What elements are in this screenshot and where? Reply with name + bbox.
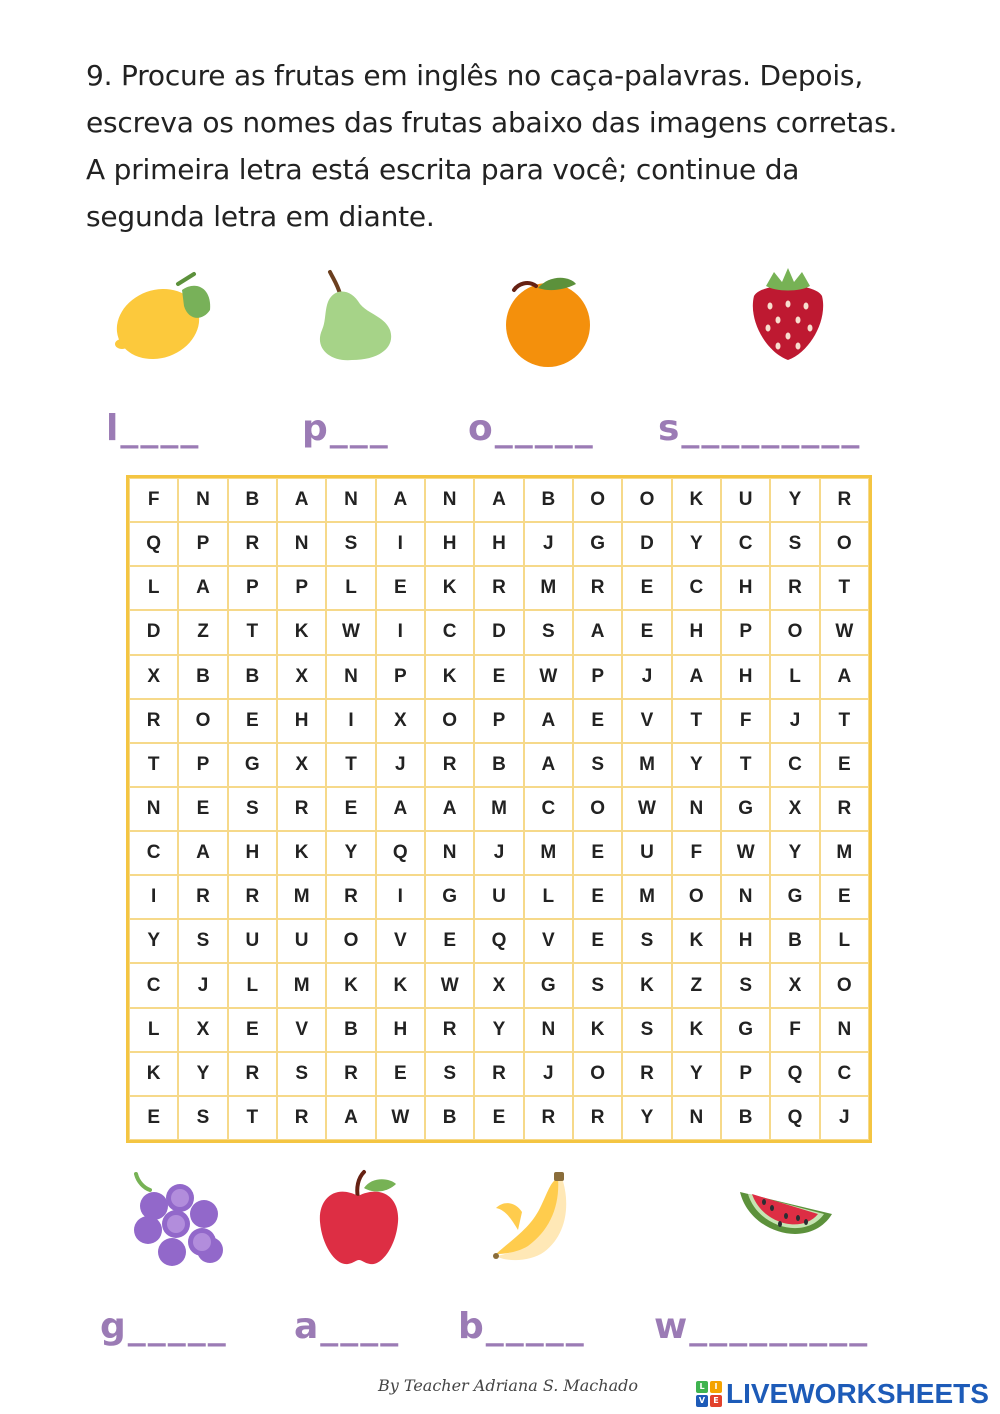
instruction-line: 9. Procure as frutas em inglês no caça-palavras. Depois,	[86, 59, 864, 92]
grid-cell[interactable]: R	[474, 566, 523, 610]
grid-cell[interactable]: W	[376, 1096, 425, 1140]
grid-cell[interactable]: R	[474, 1052, 523, 1096]
logo-letter: L	[696, 1381, 708, 1393]
grid-cell[interactable]: K	[277, 831, 326, 875]
grid-cell[interactable]: O	[573, 478, 622, 522]
grid-cell[interactable]: K	[672, 919, 721, 963]
grid-cell[interactable]: G	[228, 743, 277, 787]
grid-cell[interactable]: R	[228, 522, 277, 566]
watermelon-icon	[736, 1184, 836, 1258]
grid-cell[interactable]: E	[820, 875, 869, 919]
grid-cell[interactable]: T	[820, 699, 869, 743]
grid-cell[interactable]: E	[178, 787, 227, 831]
grid-cell[interactable]: X	[277, 655, 326, 699]
grid-cell[interactable]: X	[178, 1008, 227, 1052]
grid-cell[interactable]: X	[770, 787, 819, 831]
grid-cell[interactable]: K	[376, 963, 425, 1007]
grid-cell[interactable]: A	[178, 566, 227, 610]
grid-cell[interactable]: U	[721, 478, 770, 522]
answer-pear[interactable]: p___	[302, 408, 390, 449]
grid-cell[interactable]: E	[573, 875, 622, 919]
instruction-line: A primeira letra está escrita para você; continue da	[86, 153, 800, 186]
answer-lemon[interactable]: l____	[106, 408, 201, 449]
grid-cell[interactable]: W	[524, 655, 573, 699]
grid-cell[interactable]: K	[425, 655, 474, 699]
grid-cell[interactable]: B	[474, 743, 523, 787]
grid-cell[interactable]: S	[622, 919, 671, 963]
grid-cell[interactable]: H	[672, 610, 721, 654]
grid-cell[interactable]: S	[770, 522, 819, 566]
grid-cell[interactable]: Q	[770, 1096, 819, 1140]
pear-icon	[308, 268, 398, 370]
grid-cell[interactable]: W	[721, 831, 770, 875]
grid-cell[interactable]: P	[178, 522, 227, 566]
grid-cell[interactable]: P	[178, 743, 227, 787]
grid-cell[interactable]: D	[474, 610, 523, 654]
grid-cell[interactable]: B	[770, 919, 819, 963]
grid-cell[interactable]: J	[376, 743, 425, 787]
grid-cell[interactable]: R	[622, 1052, 671, 1096]
grid-cell[interactable]: O	[573, 787, 622, 831]
grid-cell[interactable]: S	[178, 919, 227, 963]
grid-cell[interactable]: P	[721, 1052, 770, 1096]
grid-cell[interactable]: Y	[770, 831, 819, 875]
grid-cell[interactable]: T	[672, 699, 721, 743]
grid-cell[interactable]: C	[672, 566, 721, 610]
grid-cell[interactable]: I	[376, 522, 425, 566]
grid-cell[interactable]: G	[721, 787, 770, 831]
grid-cell[interactable]: E	[573, 699, 622, 743]
liveworksheets-logo-icon	[696, 1381, 722, 1407]
grid-cell[interactable]: P	[228, 566, 277, 610]
grid-cell[interactable]: L	[326, 566, 375, 610]
grid-cell[interactable]: K	[277, 610, 326, 654]
grid-cell[interactable]: I	[376, 610, 425, 654]
answer-apple[interactable]: a____	[294, 1306, 401, 1347]
grid-cell[interactable]: S	[228, 787, 277, 831]
grid-cell[interactable]: X	[129, 655, 178, 699]
grid-cell[interactable]: L	[770, 655, 819, 699]
grid-cell[interactable]: L	[524, 875, 573, 919]
grid-cell[interactable]: U	[622, 831, 671, 875]
grid-cell[interactable]: C	[721, 522, 770, 566]
grid-cell[interactable]: N	[178, 478, 227, 522]
grid-cell[interactable]: A	[573, 610, 622, 654]
grid-cell[interactable]: T	[228, 1096, 277, 1140]
grid-cell[interactable]: C	[820, 1052, 869, 1096]
grid-cell[interactable]: F	[129, 478, 178, 522]
grid-cell[interactable]: O	[425, 699, 474, 743]
grid-cell[interactable]: Y	[672, 1052, 721, 1096]
grid-cell[interactable]: P	[376, 655, 425, 699]
grid-cell[interactable]: R	[425, 1008, 474, 1052]
grid-cell[interactable]: H	[721, 655, 770, 699]
grid-cell[interactable]: J	[524, 522, 573, 566]
grid-cell[interactable]: C	[524, 787, 573, 831]
grid-cell[interactable]: V	[277, 1008, 326, 1052]
grid-cell[interactable]: Q	[129, 522, 178, 566]
grid-cell[interactable]: R	[228, 875, 277, 919]
grapes-icon	[128, 1170, 228, 1274]
grid-cell[interactable]: S	[721, 963, 770, 1007]
grid-cell[interactable]: F	[721, 699, 770, 743]
grid-cell[interactable]: M	[622, 875, 671, 919]
grid-cell[interactable]: A	[277, 478, 326, 522]
grid-cell[interactable]: Z	[178, 610, 227, 654]
grid-cell[interactable]: B	[228, 478, 277, 522]
grid-cell[interactable]: Y	[672, 743, 721, 787]
grid-cell[interactable]: C	[425, 610, 474, 654]
lemon-icon	[112, 270, 216, 368]
grid-cell[interactable]: Z	[672, 963, 721, 1007]
grid-cell[interactable]: N	[129, 787, 178, 831]
grid-cell[interactable]: R	[277, 1096, 326, 1140]
instructions	[86, 52, 946, 240]
grid-cell[interactable]: O	[326, 919, 375, 963]
grid-cell[interactable]: R	[129, 699, 178, 743]
grid-cell[interactable]: T	[326, 743, 375, 787]
grid-cell[interactable]: A	[672, 655, 721, 699]
grid-cell[interactable]: H	[721, 919, 770, 963]
grid-cell[interactable]: N	[425, 831, 474, 875]
grid-cell[interactable]: A	[376, 478, 425, 522]
grid-cell[interactable]: W	[326, 610, 375, 654]
grid-cell[interactable]: A	[326, 1096, 375, 1140]
grid-cell[interactable]: K	[129, 1052, 178, 1096]
grid-cell[interactable]: S	[425, 1052, 474, 1096]
orange-icon	[498, 270, 598, 372]
logo-letter: V	[696, 1395, 708, 1407]
grid-cell[interactable]: M	[524, 831, 573, 875]
grid-cell[interactable]: W	[425, 963, 474, 1007]
grid-cell[interactable]: U	[228, 919, 277, 963]
grid-cell[interactable]: R	[178, 875, 227, 919]
grid-cell[interactable]: I	[326, 699, 375, 743]
grid-cell[interactable]: R	[820, 478, 869, 522]
grid-cell[interactable]: P	[474, 699, 523, 743]
answer-banana[interactable]: b_____	[458, 1306, 586, 1347]
grid-cell[interactable]: E	[228, 1008, 277, 1052]
grid-cell[interactable]: G	[573, 522, 622, 566]
grid-cell[interactable]: X	[770, 963, 819, 1007]
grid-cell[interactable]: T	[129, 743, 178, 787]
grid-cell[interactable]: T	[820, 566, 869, 610]
grid-cell[interactable]: B	[228, 655, 277, 699]
grid-cell[interactable]: E	[129, 1096, 178, 1140]
grid-cell[interactable]: J	[178, 963, 227, 1007]
instruction-line: escreva os nomes das frutas abaixo das imagens corretas.	[86, 106, 898, 139]
grid-cell[interactable]: A	[474, 478, 523, 522]
grid-cell[interactable]: J	[820, 1096, 869, 1140]
instruction-line: segunda letra em diante.	[86, 200, 435, 233]
grid-cell[interactable]: C	[770, 743, 819, 787]
grid-cell[interactable]: R	[326, 875, 375, 919]
answer-strawberry[interactable]: s_________	[658, 408, 862, 449]
grid-cell[interactable]: U	[277, 919, 326, 963]
grid-cell[interactable]: S	[573, 743, 622, 787]
grid-cell[interactable]: S	[573, 963, 622, 1007]
grid-cell[interactable]: K	[326, 963, 375, 1007]
grid-cell[interactable]: A	[820, 655, 869, 699]
grid-cell[interactable]: R	[820, 787, 869, 831]
grid-cell[interactable]: B	[721, 1096, 770, 1140]
grid-cell[interactable]: R	[770, 566, 819, 610]
grid-cell[interactable]: V	[376, 919, 425, 963]
grid-cell[interactable]: E	[228, 699, 277, 743]
grid-cell[interactable]: Y	[326, 831, 375, 875]
grid-cell[interactable]: M	[524, 566, 573, 610]
grid-cell[interactable]: H	[376, 1008, 425, 1052]
grid-cell[interactable]: S	[178, 1096, 227, 1140]
grid-cell[interactable]: F	[672, 831, 721, 875]
logo-letter: E	[710, 1395, 722, 1407]
grid-cell[interactable]: W	[622, 787, 671, 831]
grid-cell[interactable]: O	[178, 699, 227, 743]
grid-cell[interactable]: T	[228, 610, 277, 654]
grid-cell[interactable]: Q	[770, 1052, 819, 1096]
grid-cell[interactable]: A	[524, 743, 573, 787]
grid-cell[interactable]: A	[376, 787, 425, 831]
grid-cell[interactable]: M	[474, 787, 523, 831]
grid-cell[interactable]: B	[178, 655, 227, 699]
grid-cell[interactable]: L	[129, 566, 178, 610]
grid-cell[interactable]: V	[524, 919, 573, 963]
grid-cell[interactable]: K	[622, 963, 671, 1007]
grid-cell[interactable]: N	[326, 478, 375, 522]
grid-cell[interactable]: S	[326, 522, 375, 566]
grid-cell[interactable]: L	[820, 919, 869, 963]
grid-cell[interactable]: J	[770, 699, 819, 743]
grid-cell[interactable]: Y	[474, 1008, 523, 1052]
grid-cell[interactable]: G	[721, 1008, 770, 1052]
author-credit: By Teacher Adriana S. Machado	[378, 1376, 638, 1395]
grid-cell[interactable]: R	[573, 1096, 622, 1140]
grid-cell[interactable]: B	[326, 1008, 375, 1052]
logo-letter: I	[710, 1381, 722, 1393]
grid-cell[interactable]: O	[820, 522, 869, 566]
grid-cell[interactable]: K	[425, 566, 474, 610]
grid-cell[interactable]: H	[474, 522, 523, 566]
grid-cell[interactable]: Y	[770, 478, 819, 522]
grid-cell[interactable]: E	[326, 787, 375, 831]
answer-grapes[interactable]: g_____	[100, 1306, 228, 1347]
grid-cell[interactable]: N	[326, 655, 375, 699]
grid-cell[interactable]: H	[228, 831, 277, 875]
grid-cell[interactable]: O	[573, 1052, 622, 1096]
grid-cell[interactable]: I	[129, 875, 178, 919]
grid-cell[interactable]: P	[573, 655, 622, 699]
grid-cell[interactable]: F	[770, 1008, 819, 1052]
grid-cell[interactable]: A	[178, 831, 227, 875]
grid-cell[interactable]: N	[425, 478, 474, 522]
grid-cell[interactable]: C	[129, 963, 178, 1007]
grid-cell[interactable]: R	[326, 1052, 375, 1096]
grid-cell[interactable]: Y	[672, 522, 721, 566]
grid-cell[interactable]: G	[770, 875, 819, 919]
liveworksheets-brand[interactable]	[696, 1378, 989, 1410]
grid-cell[interactable]: Q	[376, 831, 425, 875]
grid-cell[interactable]: S	[524, 610, 573, 654]
grid-cell[interactable]: O	[770, 610, 819, 654]
grid-cell[interactable]: A	[425, 787, 474, 831]
grid-cell[interactable]: K	[672, 1008, 721, 1052]
grid-cell[interactable]: T	[721, 743, 770, 787]
grid-cell[interactable]: O	[622, 478, 671, 522]
grid-cell[interactable]: K	[573, 1008, 622, 1052]
grid-cell[interactable]: B	[524, 478, 573, 522]
grid-cell[interactable]: I	[376, 875, 425, 919]
grid-cell[interactable]: H	[425, 522, 474, 566]
answer-orange[interactable]: o_____	[468, 408, 595, 449]
grid-cell[interactable]: E	[573, 831, 622, 875]
grid-cell[interactable]: P	[721, 610, 770, 654]
grid-cell[interactable]: H	[721, 566, 770, 610]
grid-cell[interactable]: B	[425, 1096, 474, 1140]
strawberry-icon	[744, 266, 832, 368]
grid-cell[interactable]: Y	[622, 1096, 671, 1140]
grid-cell[interactable]: E	[376, 566, 425, 610]
grid-cell[interactable]: V	[622, 699, 671, 743]
grid-cell[interactable]: S	[622, 1008, 671, 1052]
grid-cell[interactable]: N	[672, 787, 721, 831]
grid-cell[interactable]: J	[622, 655, 671, 699]
grid-cell[interactable]: N	[820, 1008, 869, 1052]
grid-cell[interactable]: E	[376, 1052, 425, 1096]
grid-cell[interactable]: N	[277, 522, 326, 566]
grid-cell[interactable]: E	[622, 566, 671, 610]
grid-cell[interactable]: E	[474, 1096, 523, 1140]
grid-cell[interactable]: W	[820, 610, 869, 654]
grid-cell[interactable]: A	[524, 699, 573, 743]
grid-cell[interactable]: N	[524, 1008, 573, 1052]
grid-cell[interactable]: Y	[178, 1052, 227, 1096]
grid-cell[interactable]: D	[129, 610, 178, 654]
answer-watermelon[interactable]: w_________	[654, 1306, 870, 1347]
grid-cell[interactable]: M	[277, 875, 326, 919]
word-search-grid	[126, 475, 872, 1143]
grid-cell[interactable]: C	[129, 831, 178, 875]
grid-cell[interactable]: N	[672, 1096, 721, 1140]
grid-cell[interactable]: E	[425, 919, 474, 963]
grid-cell[interactable]: E	[622, 610, 671, 654]
banana-icon	[488, 1172, 584, 1272]
grid-cell[interactable]: X	[376, 699, 425, 743]
apple-icon	[316, 1168, 402, 1272]
grid-cell[interactable]: M	[277, 963, 326, 1007]
grid-cell[interactable]: E	[820, 743, 869, 787]
grid-cell[interactable]: N	[721, 875, 770, 919]
grid-cell[interactable]: R	[524, 1096, 573, 1140]
grid-cell[interactable]: E	[573, 919, 622, 963]
grid-cell[interactable]: D	[622, 522, 671, 566]
grid-cell[interactable]: M	[820, 831, 869, 875]
grid-cell[interactable]: L	[129, 1008, 178, 1052]
grid-cell[interactable]: O	[820, 963, 869, 1007]
grid-cell[interactable]: J	[474, 831, 523, 875]
grid-cell[interactable]: P	[277, 566, 326, 610]
grid-cell[interactable]: U	[474, 875, 523, 919]
grid-cell[interactable]: S	[277, 1052, 326, 1096]
grid-cell[interactable]: O	[672, 875, 721, 919]
grid-cell[interactable]: G	[524, 963, 573, 1007]
grid-cell[interactable]: G	[425, 875, 474, 919]
grid-cell[interactable]: R	[425, 743, 474, 787]
grid-cell[interactable]: M	[622, 743, 671, 787]
grid-cell[interactable]: K	[672, 478, 721, 522]
grid-cell[interactable]: R	[573, 566, 622, 610]
grid-cell[interactable]: J	[524, 1052, 573, 1096]
grid-cell[interactable]: Y	[129, 919, 178, 963]
brand-name: LIVEWORKSHEETS	[726, 1378, 989, 1409]
grid-cell[interactable]: X	[474, 963, 523, 1007]
grid-cell[interactable]: E	[474, 655, 523, 699]
grid-cell[interactable]: H	[277, 699, 326, 743]
grid-cell[interactable]: L	[228, 963, 277, 1007]
grid-cell[interactable]: R	[228, 1052, 277, 1096]
grid-cell[interactable]: Q	[474, 919, 523, 963]
grid-cell[interactable]: X	[277, 743, 326, 787]
grid-cell[interactable]: R	[277, 787, 326, 831]
